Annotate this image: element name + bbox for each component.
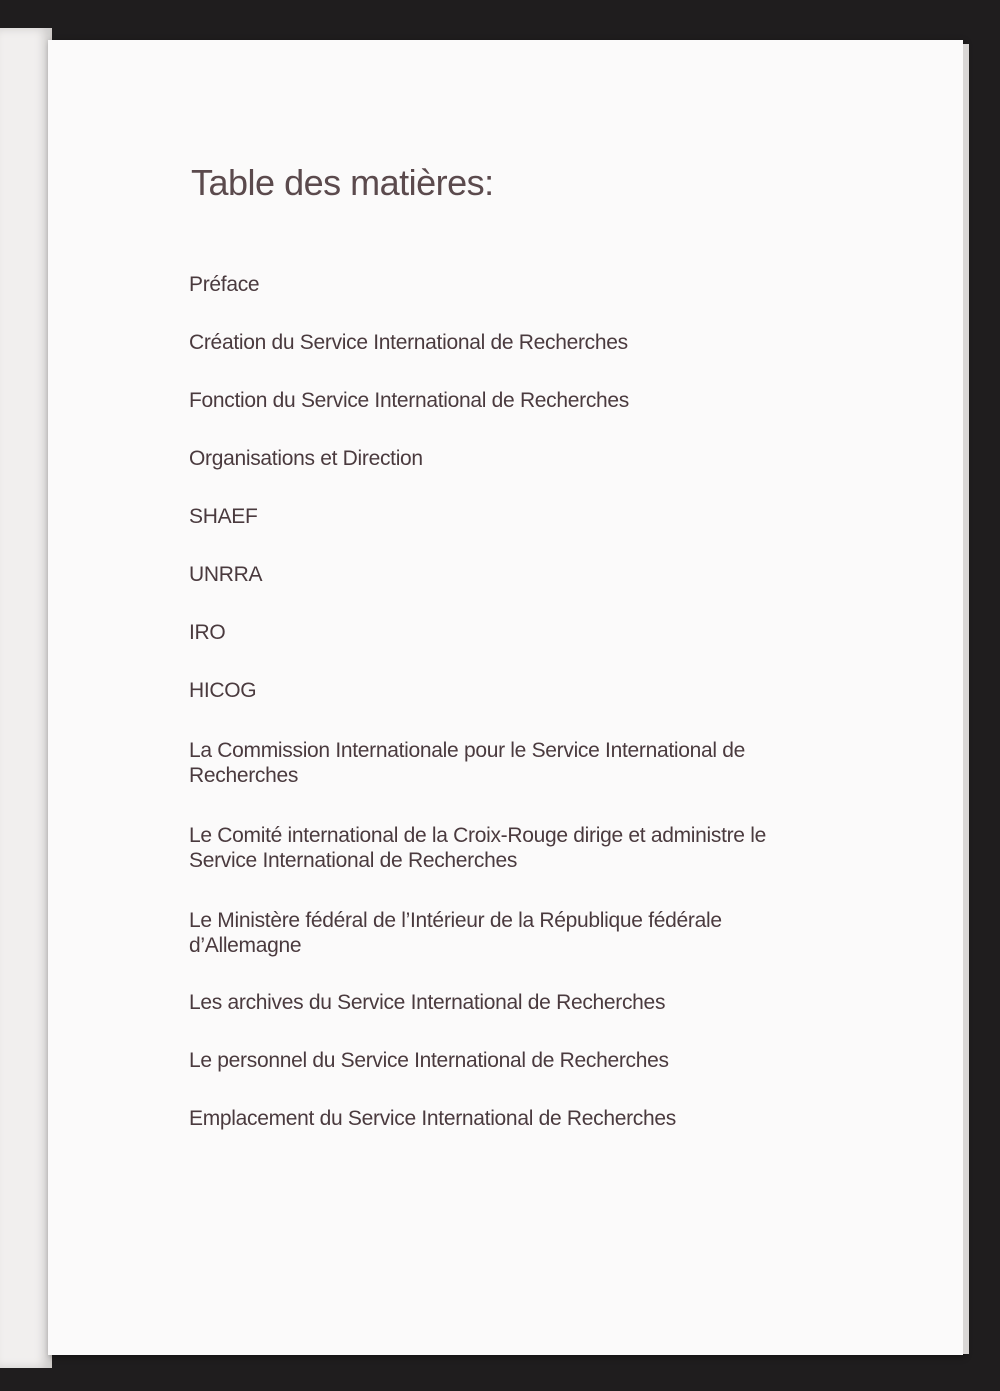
toc-entry-organisations: Organisations et Direction [189,447,423,470]
toc-entry-shaef: SHAEF [189,505,258,528]
toc-entry-emplacement: Emplacement du Service International de Recherches [189,1107,676,1130]
toc-entry-creation: Création du Service International de Recherches [189,331,628,354]
document-page [48,40,963,1355]
toc-entry-archives: Les archives du Service International de Recherches [189,991,666,1014]
toc-entry-preface: Préface [189,273,260,296]
toc-entry-iro: IRO [189,621,226,644]
toc-entry-fonction: Fonction du Service International de Recherches [189,389,629,412]
toc-entry-hicog: HICOG [189,679,257,702]
toc-entry-personnel: Le personnel du Service International de Recherches [189,1049,669,1072]
toc-entry-unrra: UNRRA [189,563,263,586]
toc-entry-cicr: Le Comité international de la Croix-Rouge dirige et administre le Service International de Recherches [189,824,766,872]
toc-title: Table des matières: [191,162,494,203]
page-edge [963,44,969,1354]
toc-entry-ministere: Le Ministère fédéral de l’Intérieur de la République fédérale d’Allemagne [189,909,722,957]
left-page-edge [0,28,52,1368]
toc-entry-commission: La Commission Internationale pour le Service International de Recherches [189,739,746,787]
